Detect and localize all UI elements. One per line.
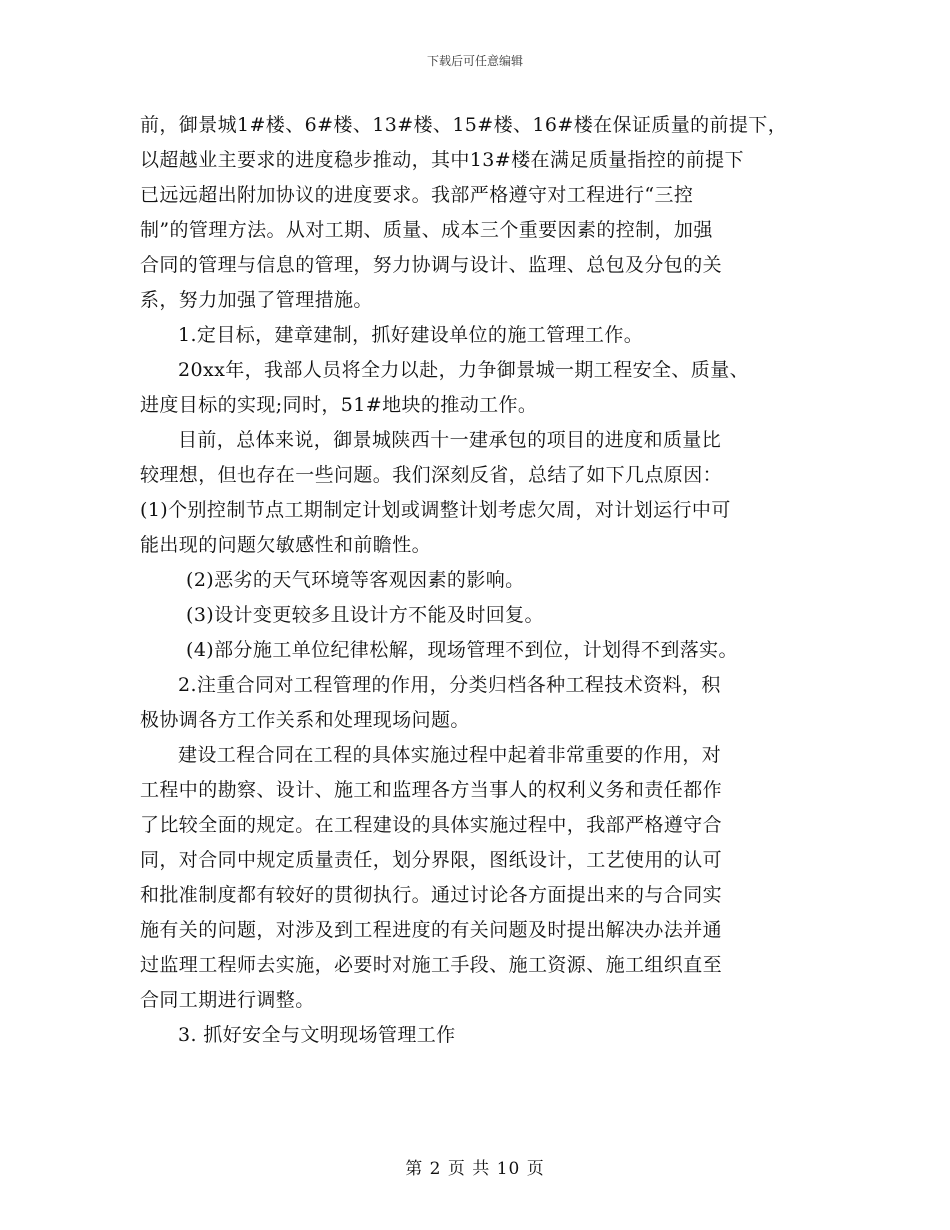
text-line: 前，御景城1#楼、6#楼、13#楼、15#楼、16#楼在保证质量的前提下， bbox=[140, 114, 788, 136]
page-number-footer: 第 2 页 共 10 页 bbox=[405, 1159, 545, 1179]
text-line: 系，努力加强了管理措施。 bbox=[140, 289, 373, 311]
text-line: 极协调各方工作关系和处理现场问题。 bbox=[140, 709, 470, 731]
text-line: 已远远超出附加协议的进度要求。我部严格遵守对工程进行“三控 bbox=[140, 184, 694, 206]
paragraph-goals bbox=[140, 353, 812, 423]
text-line: 工程中的勘察、设计、施工和监理各方当事人的权利义务和责任都作 bbox=[140, 779, 723, 801]
paragraph-intro-continuation bbox=[140, 108, 812, 318]
text-line: 合同的管理与信息的管理，努力协调与设计、监理、总包及分包的关 bbox=[140, 254, 723, 276]
list-item bbox=[140, 598, 812, 633]
section-heading-1 bbox=[140, 318, 812, 353]
text-line: 20xx年，我部人员将全力以赴，力争御景城一期工程安全、质量、 bbox=[178, 359, 750, 381]
text-line: 2.注重合同对工程管理的作用，分类归档各种工程技术资料，积 bbox=[178, 674, 721, 696]
text-line: 过监理工程师去实施，必要时对施工手段、施工资源、施工组织直至 bbox=[140, 954, 723, 976]
text-line: 3. 抓好安全与文明现场管理工作 bbox=[178, 1024, 456, 1046]
list-item bbox=[140, 563, 812, 598]
text-line: 1.定目标，建章建制，抓好建设单位的施工管理工作。 bbox=[178, 324, 644, 346]
text-line: (1)个别控制节点工期制定计划或调整计划考虑欠周，对计划运行中可 bbox=[140, 499, 731, 521]
text-line: 以超越业主要求的进度稳步推动，其中13#楼在满足质量指控的前提下 bbox=[140, 149, 744, 171]
text-line: 了比较全面的规定。在工程建设的具体实施过程中，我部严格遵守合 bbox=[140, 814, 723, 836]
text-line: 制”的管理方法。从对工期、质量、成本三个重要因素的控制，加强 bbox=[140, 219, 713, 241]
text-line: 能出现的问题欠敏感性和前瞻性。 bbox=[140, 534, 432, 556]
document-body bbox=[140, 108, 812, 1053]
section-heading-2 bbox=[140, 668, 812, 738]
section-heading-3 bbox=[140, 1018, 812, 1053]
text-line: 较理想，但也存在一些问题。我们深刻反省，总结了如下几点原因： bbox=[140, 464, 723, 486]
text-line: (2)恶劣的天气环境等客观因素的影响。 bbox=[186, 569, 525, 591]
text-line: 施有关的问题，对涉及到工程进度的有关问题及时提出解决办法并通 bbox=[140, 919, 723, 941]
text-line: (3)设计变更较多且设计方不能及时回复。 bbox=[186, 604, 544, 626]
text-line: 进度目标的实现;同时，51#地块的推动工作。 bbox=[140, 394, 538, 416]
list-item bbox=[140, 633, 812, 668]
text-line: 同，对合同中规定质量责任，划分界限，图纸设计，工艺使用的认可 bbox=[140, 849, 723, 871]
text-line: (4)部分施工单位纪律松解，现场管理不到位，计划得不到落实。 bbox=[186, 639, 738, 661]
text-line: 建设工程合同在工程的具体实施过程中起着非常重要的作用，对 bbox=[178, 744, 722, 766]
paragraph-problems bbox=[140, 423, 812, 563]
text-line: 合同工期进行调整。 bbox=[140, 989, 315, 1011]
text-line: 目前，总体来说，御景城陕西十一建承包的项目的进度和质量比 bbox=[178, 429, 722, 451]
paragraph-contract bbox=[140, 738, 812, 1018]
text-line: 和批准制度都有较好的贯彻执行。通过讨论各方面提出来的与合同实 bbox=[140, 884, 723, 906]
page-header: 下载后可任意编辑 bbox=[426, 54, 523, 68]
